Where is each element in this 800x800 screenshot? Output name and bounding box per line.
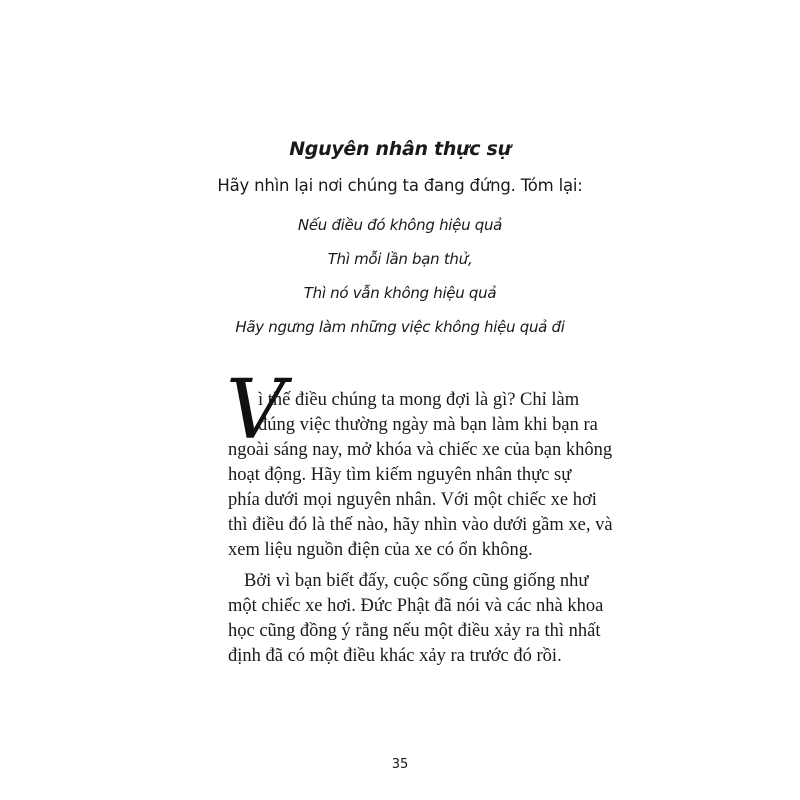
- paragraph2-line: định đã có một điều khác xảy ra trước đó rồi.: [228, 646, 562, 666]
- paragraph2-line: một chiếc xe hơi. Đức Phật đã nói và các nhà khoa: [228, 596, 604, 616]
- drop-cap: V: [226, 363, 286, 458]
- verse-line: Nếu điều đó không hiệu quả: [297, 216, 503, 234]
- paragraph1-line: phía dưới mọi nguyên nhân. Với một chiếc xe hơi: [228, 490, 597, 510]
- paragraph2-line: học cũng đồng ý rằng nếu một điều xảy ra thì nhất: [228, 621, 601, 641]
- paragraph1-line: hoạt động. Hãy tìm kiếm nguyên nhân thực sự: [228, 465, 572, 485]
- paragraph1-line: ì thế điều chúng ta mong đợi là gì? Chỉ làm: [258, 390, 580, 410]
- paragraph1-line: xem liệu nguồn điện của xe có ổn không.: [228, 540, 533, 560]
- paragraph1-line: ngoài sáng nay, mở khóa và chiếc xe của bạn không: [228, 440, 613, 460]
- verse-line: Thì nó vẫn không hiệu quả: [303, 284, 497, 302]
- paragraph2-line: Bởi vì bạn biết đấy, cuộc sống cũng giống như: [244, 571, 589, 591]
- verse-line: Hãy ngưng làm những việc không hiệu quả đi: [235, 318, 565, 336]
- summary-line: Hãy nhìn lại nơi chúng ta đang đứng. Tóm lại:: [217, 176, 583, 195]
- page-number: 35: [391, 757, 409, 772]
- paragraph1-line: đúng việc thường ngày mà bạn làm khi bạn ra: [258, 415, 598, 435]
- verse-line: Thì mỗi lần bạn thử,: [327, 250, 473, 268]
- section-heading: Nguyên nhân thực sự: [289, 138, 511, 160]
- paragraph1-line: thì điều đó là thế nào, hãy nhìn vào dưới gầm xe, và: [228, 515, 613, 535]
